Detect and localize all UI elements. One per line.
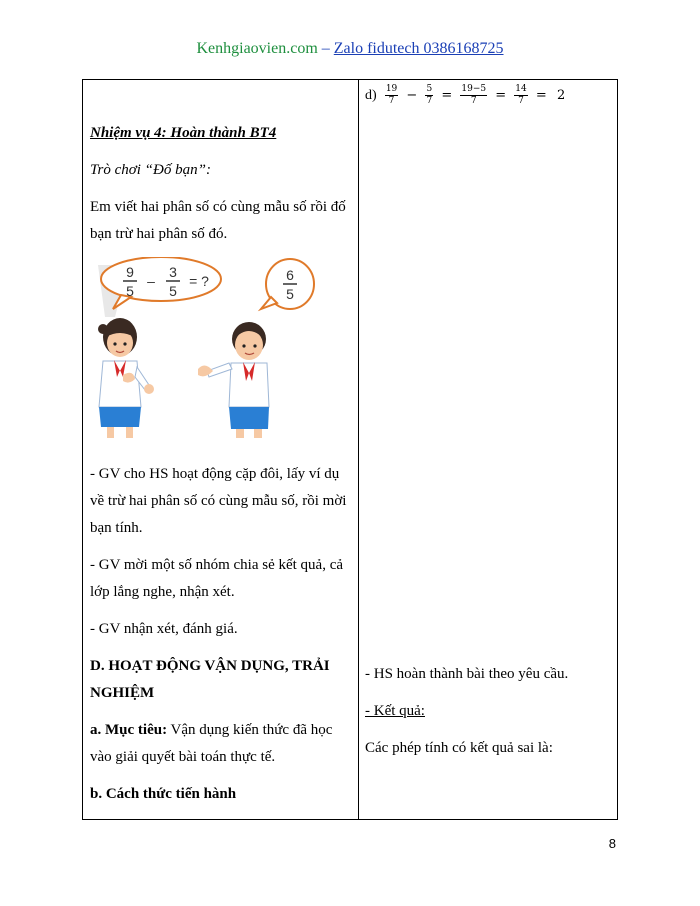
page-number: 8 <box>608 836 616 851</box>
gv-instruction-2-line-1: - GV mời một số nhóm chia sẻ kết quả, cả <box>90 557 344 573</box>
girl-frac2-num: 3 <box>169 264 177 280</box>
site-name: Kenhgiaovien.com <box>196 40 318 57</box>
wrong-results-text: Các phép tính có kết quả sai là: <box>365 740 553 756</box>
fraction-b <box>425 84 433 107</box>
goal-label: a. Mục tiêu: <box>90 722 168 738</box>
goal-line-1 <box>90 721 332 739</box>
goal-text-1: Vận dụng kiến thức đã học <box>167 722 333 738</box>
boy-figure <box>198 322 269 438</box>
page-header <box>0 40 700 58</box>
fraction-b-den: 7 <box>426 96 433 106</box>
fraction-equation <box>365 84 568 114</box>
game-title: Trò chơi “Đố bạn”: <box>90 162 211 178</box>
instruction-line-1: Em viết hai phân số có cùng mẫu số rồi đố <box>90 199 346 215</box>
gv-instruction-1-line-3: bạn tính. <box>90 520 143 536</box>
equals-sign-3: = <box>535 88 547 103</box>
method-title: b. Cách thức tiến hành <box>90 786 237 802</box>
boy-frac-num: 6 <box>286 267 294 283</box>
gv-instruction-1-line-2: về trừ hai phân số có cùng mẫu số, rồi mời <box>90 493 347 509</box>
contact-link[interactable]: Zalo fidutech 0386168725 <box>333 40 504 57</box>
equals-sign-2: = <box>495 88 507 103</box>
gv-instruction-1-line-1: - GV cho HS hoạt động cặp đôi, lấy ví dụ <box>90 466 340 482</box>
gv-instruction-3: - GV nhận xét, đánh giá. <box>90 621 238 637</box>
fraction-d-num: 14 <box>515 84 527 94</box>
fraction-c <box>460 84 487 107</box>
equals-sign-1: = <box>441 88 453 103</box>
fraction-a-den: 7 <box>388 96 395 106</box>
fraction-c-den: 7 <box>470 96 477 106</box>
column-divider <box>358 80 359 819</box>
fraction-b-num: 5 <box>426 84 433 94</box>
minus-sign: − <box>406 88 418 103</box>
result-label: - Kết quả: <box>365 703 425 719</box>
boy-frac-den: 5 <box>286 286 294 302</box>
gv-instruction-2-line-2: lớp lắng nghe, nhận xét. <box>90 584 235 600</box>
girl-frac1-num: 9 <box>126 264 134 280</box>
girl-minus: – <box>147 273 155 289</box>
item-label: d) <box>365 87 377 103</box>
fraction-d-den: 7 <box>518 96 524 106</box>
girl-frac1-den: 5 <box>126 283 134 299</box>
task-title: Nhiệm vụ 4: Hoàn thành BT4 <box>90 125 277 141</box>
header-dash: – <box>317 40 334 57</box>
section-d-title-line-1: D. HOẠT ĐỘNG VẬN DỤNG, TRẢI <box>90 658 330 674</box>
girl-equals-question: = ? <box>189 273 209 289</box>
fraction-c-num: 19−5 <box>461 84 487 94</box>
fraction-a-num: 19 <box>385 84 398 94</box>
fraction-d <box>514 84 527 107</box>
girl-figure <box>98 318 154 438</box>
girl-frac2-den: 5 <box>169 283 177 299</box>
lesson-table <box>82 79 618 820</box>
instruction-line-2: bạn trừ hai phân số đó. <box>90 226 228 242</box>
hs-complete: - HS hoàn thành bài theo yêu cầu. <box>365 666 569 682</box>
section-d-title-line-2: NGHIỆM <box>90 685 155 701</box>
math-result: 2 <box>556 88 566 103</box>
goal-line-2: vào giải quyết bài toán thực tế. <box>90 749 276 765</box>
fraction-a <box>385 84 398 107</box>
children-illustration <box>93 257 343 440</box>
